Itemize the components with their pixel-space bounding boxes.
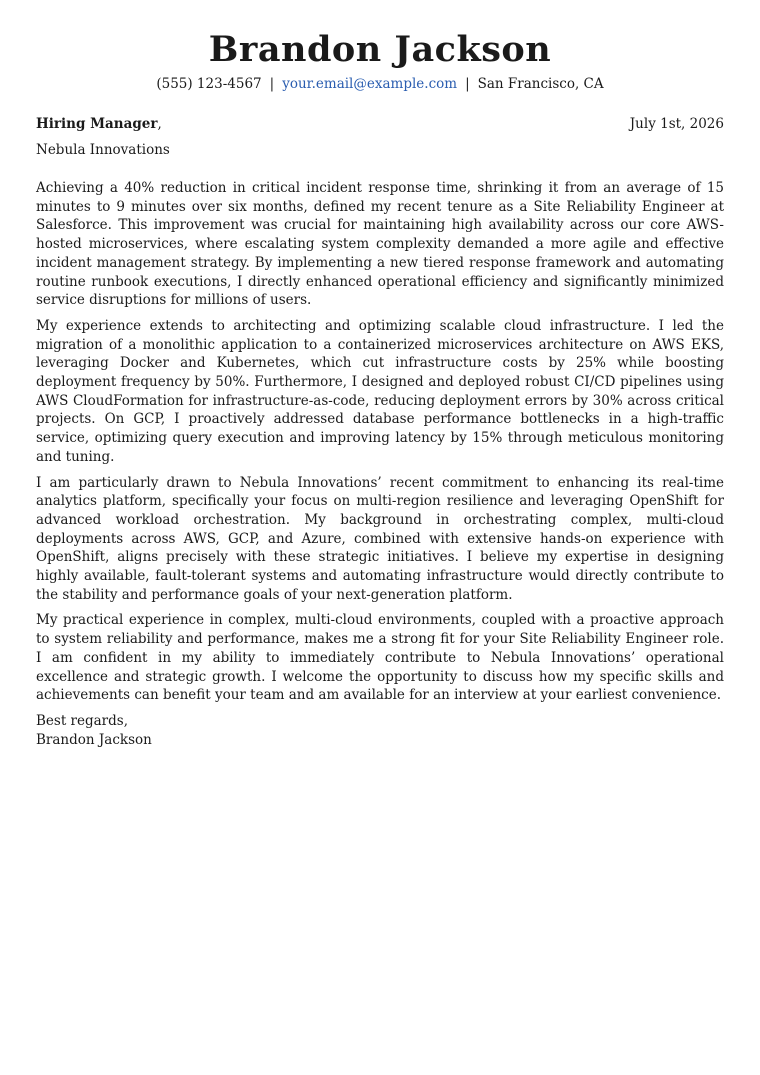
body-paragraph: My experience extends to architecting and optimizing scalable cloud infrastructure. I led the migration of a monolithic application to a containerized microservices architecture on AWS EKS, leveraging Docker and Kubernetes, which cut infrastructure costs by 25% while boosting deployment frequency by 50%. Furthermore, I designed and deployed robust CI/CD pipelines using AWS CloudFormation for infrastructure-as-code, reducing deployment errors by 30% across critical projects. On GCP, I proactively addressed database performance bottlenecks in a high-traffic service, optimizing query execution and improving latency by 15% through meticulous monitoring and tuning. (36, 317, 724, 465)
recipient-title-suffix: , (157, 116, 162, 132)
letter-body (36, 179, 724, 705)
body-paragraph: My practical experience in complex, multi-cloud environments, coupled with a proactive approach to system reliability and performance, makes me a strong fit for your Site Reliability Engineer role. I am confident in my ability to immediately contribute to Nebula Innovations’ operational excellence and strategic growth. I welcome the opportunity to discuss how my specific skills and achievements can benefit your team and am available for an interview at your earliest convenience. (36, 612, 724, 704)
applicant-name: Brandon Jackson (208, 29, 552, 70)
letter-header (36, 0, 724, 93)
recipient-title: Hiring Manager (36, 116, 158, 132)
letter-closing (36, 712, 724, 750)
recipient-company: Nebula Innovations (36, 142, 170, 158)
recipient-date-row (36, 115, 724, 133)
closing-salutation: Best regards, (36, 712, 129, 729)
location: San Francisco, CA (477, 76, 604, 92)
email-link[interactable]: your.email@example.com (282, 76, 458, 92)
phone-number: (555) 123-4567 (156, 76, 262, 92)
recipient-line (36, 115, 162, 133)
contact-line (36, 75, 724, 93)
body-paragraph: Achieving a 40% reduction in critical incident response time, shrinking it from an average of 15 minutes to 9 minutes over six months, defined my recent tenure as a Site Reliability Engineer at Salesforce. This improvement was crucial for maintaining high availability across our core AWS-hosted microservices, where escalating system complexity demanded a more agile and effective incident management strategy. By implementing a new tiered response framework and automating routine runbook executions, I directly enhanced operational efficiency and significantly minimized service disruptions for millions of users. (36, 180, 724, 309)
contact-separator: | (269, 76, 275, 92)
letter-date: July 1st, 2026 (629, 116, 724, 132)
body-paragraph: I am particularly drawn to Nebula Innovations’ recent commitment to enhancing its real-time analytics platform, specifically your focus on multi-region resilience and leveraging OpenShift for advanced workload orchestration. My background in orchestrating complex, multi-cloud deployments across AWS, GCP, and Azure, combined with extensive hands-on experience with OpenShift, aligns precisely with these strategic initiatives. I believe my expertise in designing highly available, fault-tolerant systems and automating infrastructure would directly contribute to the stability and performance goals of your next-generation platform. (36, 474, 724, 603)
signature: Brandon Jackson (36, 731, 152, 748)
contact-separator: | (465, 76, 470, 92)
cover-letter-page (36, 0, 724, 750)
